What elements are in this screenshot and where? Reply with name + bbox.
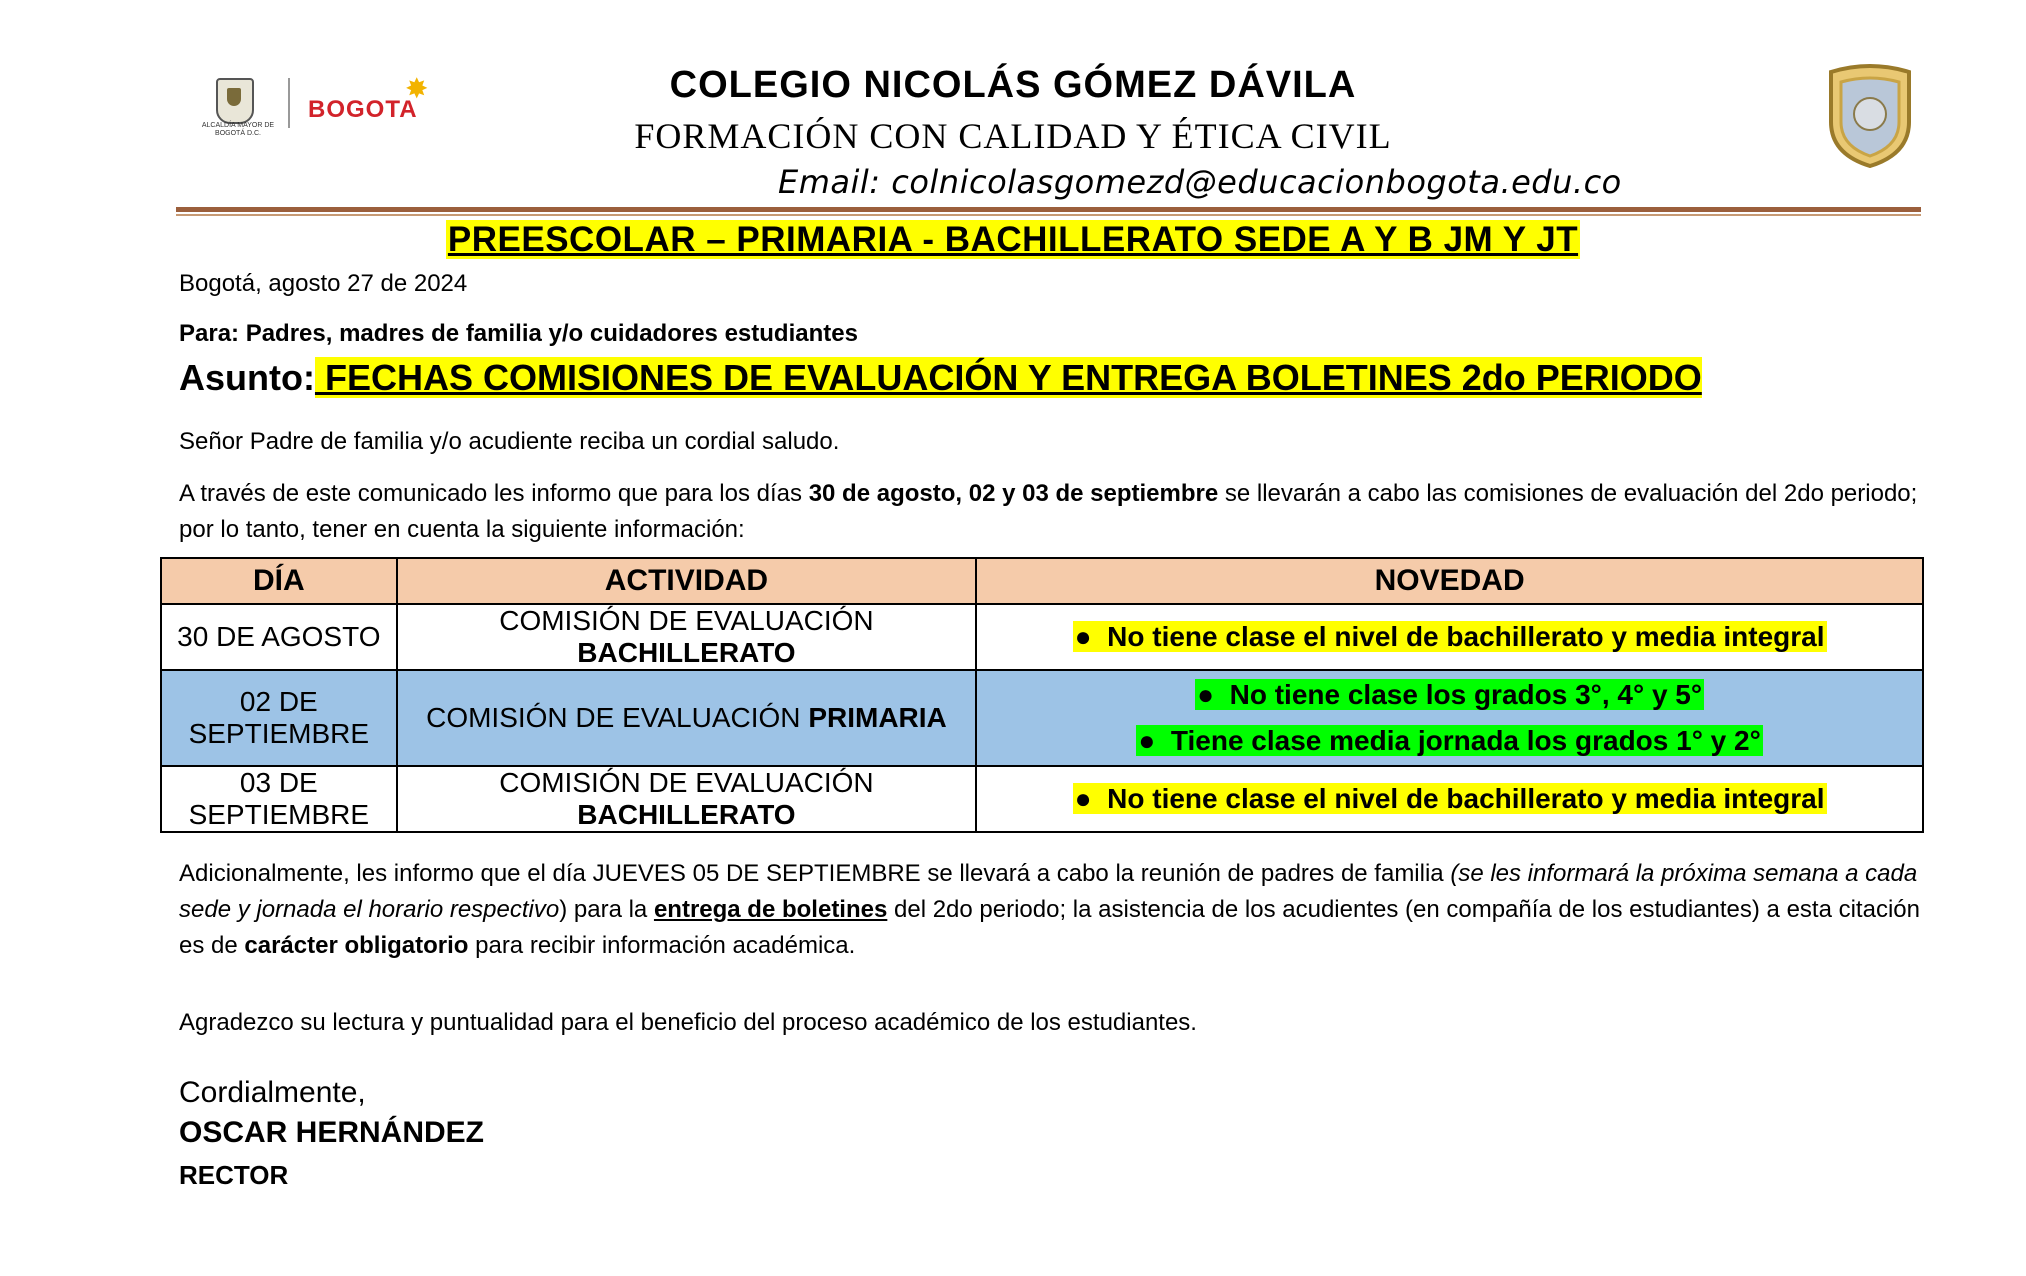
table-header-row	[161, 558, 1923, 604]
novelty-note-text: No tiene clase el nivel de bachillerato y media integral	[1107, 783, 1825, 814]
header-day: DÍA	[161, 558, 397, 604]
letter-greeting: Señor Padre de familia y/o acudiente reciba un cordial saludo.	[179, 428, 840, 455]
school-motto: FORMACIÓN CON CALIDAD Y ÉTICA CIVIL	[634, 116, 1392, 156]
row-novelty	[976, 766, 1923, 832]
signer-role: RECTOR	[179, 1160, 289, 1190]
levels-banner-text: PREESCOLAR – PRIMARIA - BACHILLERATO SEDE A Y B JM Y JT	[447, 220, 1579, 259]
intro-text-b: se llevarán a cabo las comisiones de evaluación del 2do periodo; por lo tanto, tener en cuenta la siguiente información:	[179, 480, 1918, 543]
subject-text: FECHAS COMISIONES DE EVALUACIÓN Y ENTREGA BOLETINES 2do PERIODO	[314, 357, 1702, 398]
mandatory-emphasis: carácter obligatorio	[244, 932, 469, 959]
letter-subject	[179, 357, 1702, 399]
table-row	[161, 766, 1923, 832]
signer-name: OSCAR HERNÁNDEZ	[179, 1116, 485, 1149]
alcaldia-caption: ALCALDÍA MAYOR DE BOGOTÁ D.C.	[201, 122, 275, 137]
table-row	[161, 670, 1923, 766]
row-novelty	[976, 604, 1923, 670]
activity-prefix: COMISIÓN DE EVALUACIÓN	[499, 605, 874, 636]
additional-text-3: del 2do periodo; la asistencia de los acudientes (en compañía de los estudiantes) a esta citación es de	[179, 896, 1920, 959]
row-day: 03 DE SEPTIEMBRE	[161, 766, 397, 832]
novelty-note-text: No tiene clase el nivel de bachillerato y media integral	[1107, 621, 1825, 652]
header-rule	[176, 207, 1921, 212]
novelty-note: ● No tiene clase los grados 3°, 4° y 5°	[1197, 679, 1703, 710]
header-activity: ACTIVIDAD	[397, 558, 977, 604]
intro-dates: 30 de agosto, 02 y 03 de septiembre	[808, 480, 1219, 507]
row-activity	[397, 766, 977, 832]
header-rule-thin	[176, 214, 1921, 216]
additional-text-4: para recibir información académica.	[468, 932, 856, 959]
bogota-logo: BOGOTA	[308, 96, 418, 123]
activity-prefix: COMISIÓN DE EVALUACIÓN	[426, 702, 809, 733]
row-novelty	[976, 670, 1923, 766]
levels-banner	[0, 220, 2026, 260]
row-day: 30 DE AGOSTO	[161, 604, 397, 670]
novelty-note-text: Tiene clase media jornada los grados 1° y 2°	[1170, 725, 1761, 756]
row-activity	[397, 670, 977, 766]
row-activity	[397, 604, 977, 670]
school-crest-icon	[1823, 62, 1917, 168]
letter-intro	[179, 476, 1919, 548]
intro-text-a: A través de este comunicado les informo que para los días	[179, 480, 809, 507]
novelty-note: ● Tiene clase media jornada los grados 1° y 2°	[1138, 725, 1761, 756]
school-email: Email: colnicolasgomezd@educacionbogota.edu.co	[778, 163, 1622, 201]
letter-recipients: Para: Padres, madres de familia y/o cuidadores estudiantes	[179, 320, 858, 347]
table-row	[161, 604, 1923, 670]
report-delivery-emphasis: entrega de boletines	[653, 896, 888, 923]
row-day: 02 DE SEPTIEMBRE	[161, 670, 397, 766]
additional-italic: (se les informará la próxima semana a cada sede y jornada el horario respectivo	[179, 860, 1918, 923]
activity-prefix: COMISIÓN DE EVALUACIÓN	[499, 767, 874, 798]
novelty-note-text: No tiene clase los grados 3°, 4° y 5°	[1229, 679, 1703, 710]
schedule-table	[160, 557, 1924, 833]
activity-level: BACHILLERATO	[577, 637, 796, 668]
additional-paragraph	[179, 856, 1924, 964]
novelty-note: ● No tiene clase el nivel de bachillerato y media integral	[1074, 783, 1825, 814]
bogota-star-icon: ✸	[405, 73, 429, 104]
letter-date: Bogotá, agosto 27 de 2024	[179, 270, 468, 297]
subject-label: Asunto:	[179, 357, 315, 398]
novelty-note: ● No tiene clase el nivel de bachillerato y media integral	[1074, 621, 1825, 652]
additional-text-1: Adicionalmente, les informo que el día JUEVES 05 DE SEPTIEMBRE se llevará a cabo la reunión de padres de familia	[179, 860, 1451, 887]
header-novelty: NOVEDAD	[976, 558, 1923, 604]
activity-level: PRIMARIA	[808, 702, 947, 733]
school-name: COLEGIO NICOLÁS GÓMEZ DÁVILA	[669, 64, 1357, 106]
closing-salutation: Cordialmente,	[179, 1076, 366, 1109]
additional-text-2: ) para la	[559, 896, 654, 923]
closing-thanks: Agradezco su lectura y puntualidad para el beneficio del proceso académico de los estudiantes.	[179, 1009, 1197, 1036]
activity-level: BACHILLERATO	[577, 799, 796, 830]
